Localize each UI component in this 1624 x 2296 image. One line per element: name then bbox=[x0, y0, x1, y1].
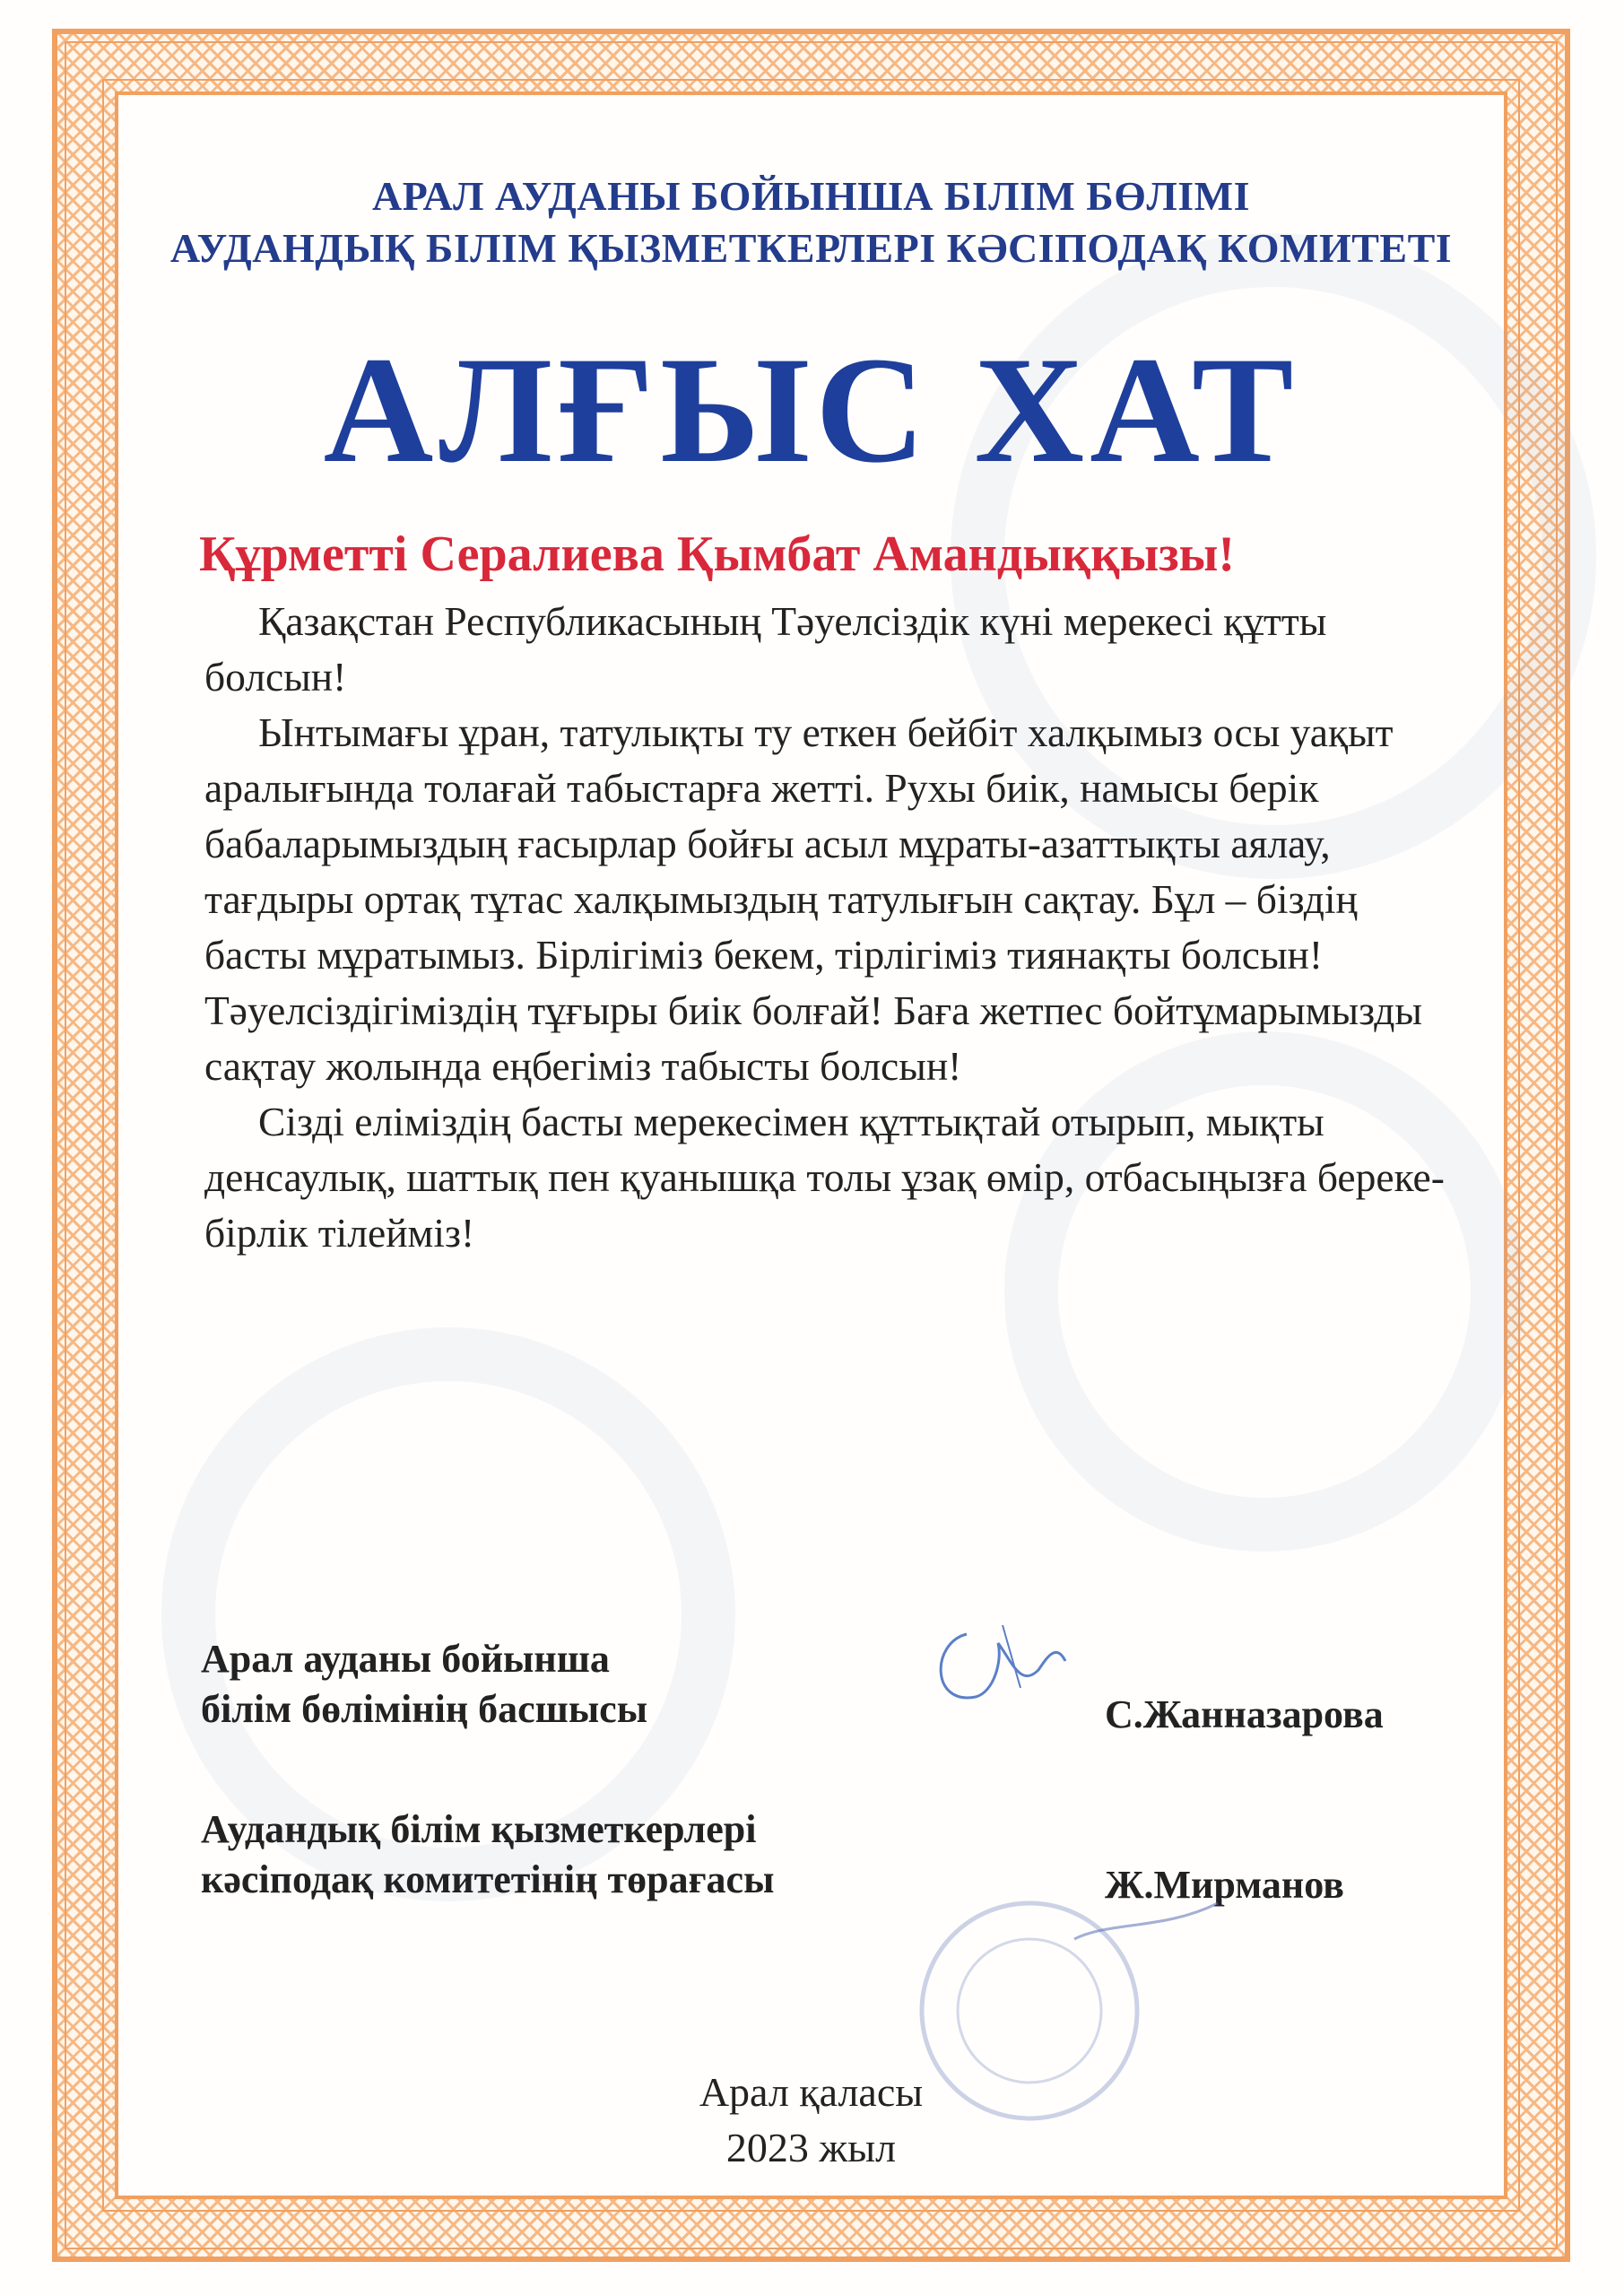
signatory-1-role-line-2: білім бөлімінің басшысы bbox=[201, 1687, 648, 1731]
body-paragraph-1: Қазақстан Республикасының Тәуелсіздік күні мерекесі құтты болсын! bbox=[204, 598, 1327, 700]
signatory-2-role bbox=[201, 1805, 1008, 1905]
year: 2023 жыл bbox=[725, 2125, 897, 2170]
body-paragraph-2: Ынтымағы ұран, татулықты ту еткен бейбіт халқымыз осы уақыт аралығында толағай табыстарға жетті. Рухы биік, намысы берік бабаларымыздың ғасырлар бойғы асыл мұраты-азаттықты аялау, тағдыры ортақ тұтас халқымыздың татулығын сақтау. Бұл – біздің басты мұратымыз. Бірлігіміз бекем, тірлігіміз тиянақты болсын! Тәуелсіздігіміздің тұғыры биік болғай! Баға жетпес бойтұмарымызды сақтау жолында еңбегіміз табысты болсын! bbox=[204, 709, 1422, 1089]
city-name: Арал қаласы bbox=[699, 2069, 924, 2115]
signatory-1-role-line-1: Арал ауданы бойынша bbox=[201, 1637, 610, 1681]
header-line-1: АРАЛ АУДАНЫ БОЙЫНША БІЛІМ БӨЛІМІ bbox=[372, 173, 1250, 219]
letter-body bbox=[204, 594, 1451, 1261]
certificate-content bbox=[115, 91, 1507, 2199]
signatory-1-role bbox=[201, 1634, 829, 1735]
document-title: АЛҒЫС ХАТ bbox=[323, 326, 1299, 494]
signatory-2-name: Ж.Мирманов bbox=[1105, 1863, 1344, 1907]
signatory-2-role-line-1: Аудандық білім қызметкерлері bbox=[201, 1807, 757, 1851]
salutation: Құрметті Сералиева Қымбат Амандыққызы! bbox=[199, 526, 1236, 582]
signatory-2-role-line-2: кәсіподақ комитетінің төрағасы bbox=[201, 1857, 775, 1901]
handwritten-signature bbox=[913, 1607, 1092, 1724]
body-paragraph-3: Сізді еліміздің басты мерекесімен құттықтай отырып, мықты денсаулық, шаттық пен қуанышқа толы ұзақ өмір, отбасыңызға береке-бірлік тілейміз! bbox=[204, 1099, 1445, 1256]
place-and-date bbox=[115, 2065, 1507, 2176]
header-line-2: АУДАНДЫҚ БІЛІМ ҚЫЗМЕТКЕРЛЕРІ КӘСІПОДАҚ КОМИТЕТІ bbox=[169, 225, 1453, 271]
signatory-1-name: С.Жанназарова bbox=[1105, 1692, 1384, 1736]
